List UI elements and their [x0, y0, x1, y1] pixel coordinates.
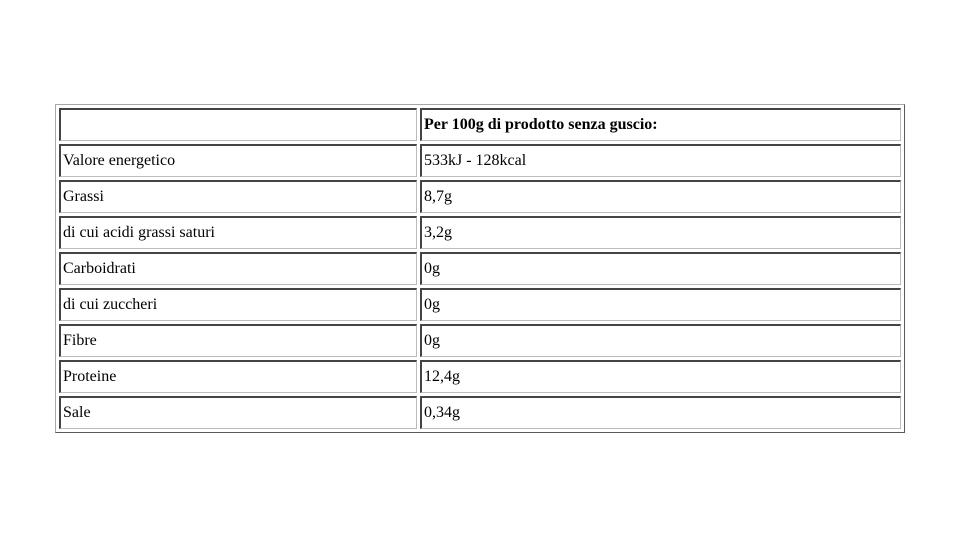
nutrient-value: 0,34g [420, 396, 901, 429]
nutrient-label: Carboidrati [59, 252, 417, 285]
nutrient-value: 12,4g [420, 360, 901, 393]
nutrient-label: Valore energetico [59, 144, 417, 177]
nutrient-value: 533kJ - 128kcal [420, 144, 901, 177]
nutrient-label: Sale [59, 396, 417, 429]
nutrient-label: di cui acidi grassi saturi [59, 216, 417, 249]
nutrition-table [55, 104, 905, 433]
table-row [59, 360, 901, 393]
table-row [59, 396, 901, 429]
header-value-cell: Per 100g di prodotto senza guscio: [420, 108, 901, 141]
table-row [59, 288, 901, 321]
table-row [59, 216, 901, 249]
nutrient-value: 8,7g [420, 180, 901, 213]
table-row [59, 180, 901, 213]
nutrient-value: 0g [420, 324, 901, 357]
table-row [59, 324, 901, 357]
table-row [59, 144, 901, 177]
nutrient-label: Fibre [59, 324, 417, 357]
nutrient-label: Proteine [59, 360, 417, 393]
nutrient-label: di cui zuccheri [59, 288, 417, 321]
nutrient-value: 0g [420, 288, 901, 321]
nutrient-value: 3,2g [420, 216, 901, 249]
header-label-cell [59, 108, 417, 141]
nutrient-value: 0g [420, 252, 901, 285]
nutrient-label: Grassi [59, 180, 417, 213]
table-row [59, 252, 901, 285]
table-header-row [59, 108, 901, 141]
